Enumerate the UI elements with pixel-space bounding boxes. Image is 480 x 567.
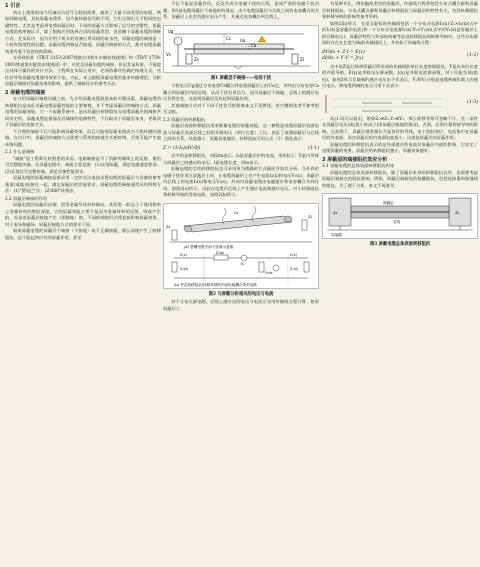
fig1-label: Zl — [300, 56, 304, 62]
paragraph: 从(1-3)可以看出，如果Z₁≪Z₂,Y₁≪Y₂，那么转移导纳可忽略不计。这一条件在屏蔽层电压(或)很小时成立(即屏蔽层接地的情况)。否则，必须计算转移导纳的影响。在高频下，屏蔽层通常被认为是良好的导体，由于趋肤效应，电流集中在屏蔽层的外表面，而在屏蔽层的内表面电流很小，这就是屏蔽层的屏蔽作用。 — [322, 116, 478, 141]
fig2-label: Z₁dx — [216, 250, 224, 255]
heading-section-3: 3 屏蔽层的端接阻抗效应分析 — [322, 156, 388, 163]
fig3-label: Zs — [333, 211, 338, 215]
equation-1-1 — [163, 146, 319, 153]
paragraph: 不合理的端接不仅可能影响屏蔽效果，而且可能使屏蔽电缆成为干扰传播的通路。在设计中，屏蔽层的端接方式需要与系统的接地方式相协调，否则可能产生地环路问题。 — [5, 129, 161, 148]
paragraph: 如果屏蔽电缆的屏蔽层不端接（不接地）或不正确接地，那么即使产生了转移阻抗，也不能起到应有的屏蔽作用，甚至 — [5, 229, 161, 241]
figure-2b-label: (b) 考虑转移阻抗/转移导纳的内部电磁耦合等效电路 — [174, 282, 257, 287]
series-impedance — [214, 255, 228, 260]
paragraph: 屏蔽电缆的芯线转移阻抗也可采用更为精确的方式描述并加以分析。当外界的电磁干扰作用在屏蔽层上时，在电缆屏蔽层上会产生电流I₁(x)和电压V₁(x)；屏蔽层内芯线上的电流I₂(x)和电压V₂(x)，外向内屏蔽电缆由电磁感应和电容耦合共同作用。如图2(a)所示，由此在电缆内芯线上产生感应电流和感应电压。对于转移阻抗和转移导纳的等效电路，如图2(b)所示。 — [163, 167, 319, 198]
equation-1-3 — [322, 93, 478, 115]
warning-icon — [258, 36, 266, 42]
paragraph: 不仅不能起屏蔽作用，反而会成为电磁干扰的天线，造成严重的电磁干扰问题。图1是电缆屏蔽层不接地时的情况，由于电缆屏蔽层与芯线之间有电容耦合的关系，屏蔽层上也会有感应电压产生，并通过电容耦合到芯线上。 — [163, 2, 319, 20]
paragraph: 其他端接方式对于不同干扰信号的影响本文不再赘述，有兴趣的读者可参考相关文献。 — [163, 103, 319, 115]
paragraph: 屏蔽电缆的屏蔽层由铜、铝等金属导体材料制成，其厚度一般远小于使用频率上金属材料的集肤深度。它的屏蔽效能主要不是因为金属材料的反射、吸收产生的，而是由屏蔽层接地产生（即接地）的。不同的端接形式将直接影响屏蔽效果，对于电场和磁场，屏蔽层接地方式的要求不同。 — [5, 203, 161, 228]
fig2-label: ZL — [308, 214, 313, 219]
column-3 — [322, 2, 478, 251]
shunt-admittance — [259, 262, 264, 272]
fig1-label: Ca — [251, 42, 257, 48]
paragraph: 对于分布式源电路，芯线上感应出的电压与电流可采用传输线方程计算。如果屏蔽层上 — [163, 300, 319, 312]
heading-3-1: 3.1 屏蔽电缆的总体表面转移阻抗构成 — [322, 164, 394, 169]
paragraph: 在介绍屏蔽层端接问题之前，先介绍屏蔽电缆最基本的关键因素。屏蔽电缆的转移阻抗是表征屏蔽电缆屏蔽性能的主要参数，并不考虑屏蔽层的端接方式，屏蔽电缆的屏蔽效能，它一个屏蔽系统中，是由屏蔽层转移阻抗及电缆屏蔽层的端接共同决定的。屏蔽电缆连接器及其端接的电路特性，不仅取决于屏蔽层本身，更取决于屏蔽层的连接方式。 — [5, 97, 161, 128]
load-resistor — [292, 54, 298, 64]
equation-number: (1-2) — [467, 52, 478, 58]
equation-1-3-render — [322, 93, 452, 115]
figure-2a-label: (a) 管螺电缆外部干扰源示意图 — [184, 244, 234, 249]
heading-section-2: 2 屏蔽电缆的端接 — [5, 89, 46, 96]
heading-intro: 1 引言 — [5, 3, 21, 9]
source-resistor — [186, 54, 192, 64]
fig2-label: I₁(x) — [180, 252, 188, 257]
paragraph: 屏蔽电缆的屏蔽端接是指采用一定的方法或技术将电缆的屏蔽层与设备的参考基准(或地)连接在一起，满足屏蔽层的功能要求。屏蔽电缆的端接通常采用两种方法：(1)"猪尾巴"法；(2)360°环接法。 — [5, 176, 161, 194]
cable-body — [184, 216, 292, 232]
source-icon — [174, 37, 182, 45]
paragraph: 式中的Z是芯线和屏蔽层所形成的传输线的单位长度串联阻抗，Y是其单位长度的并联导纳，E(x)是串联电压源函数，J(x)是并联电流源函数。对于匹配负载(阻抗)，如图3所示负载端的感应电压由下式表示，V₁和V₂分别是电缆两端负载上的感应电压。则电缆两端的电压可用下式表示： — [322, 64, 478, 89]
fig2-label: I₂(x) — [290, 252, 298, 257]
load-resistor — [302, 220, 307, 230]
heading-2-3: 2.3 屏蔽层的转移阻抗 — [163, 117, 206, 123]
source-resistor — [172, 262, 177, 272]
paragraph: 机车上使用的电气设备因为信号互联的需要，使用了大量不同类型的电缆，例如同轴电缆、双绞屏蔽电缆等。因为被传输信号的不同，它们呈现出大不相同的电磁特性。尤其是考虑到电缆屏蔽层时，不同的屏蔽方式影响了信号的完整性，屏蔽电缆的效用被认可，除了根据应用选择合适的屏蔽类型，也依赖于屏蔽电缆的端接方式。在实际中，因为应用于机车的设备应用环境的复杂性，屏蔽电缆的端接是一个较有挑战性的问题。屏蔽电缆两端是否接地，屏蔽层端接的方式，都对电缆屏蔽效果有着不容忽视的影响。 — [5, 10, 161, 55]
figure-2-caption: 图2 与屏蔽分析相关的电压与电流 — [208, 291, 274, 297]
fig1-label: Zs — [194, 56, 199, 62]
fig2-label: Y₁dx — [265, 270, 273, 275]
fig1-label: Ug — [168, 28, 174, 34]
figure-1-caption: 图1 屏蔽层不端接——电场干扰 — [210, 75, 272, 81]
heading-2-2: 2.2 屏蔽层端接的作用 — [5, 196, 48, 202]
source-resistor — [172, 230, 177, 240]
column-2 — [163, 2, 319, 313]
current-source-icon — [273, 265, 279, 271]
ground-icon — [234, 66, 242, 69]
equation: dV/dx + Z·I = E(x) — [322, 49, 365, 55]
fig2-label: V₂(x) — [290, 266, 299, 271]
fig2-label: Zs — [166, 224, 171, 229]
equation-number: (1-3) — [467, 100, 478, 106]
fig2-label: V₁(x) — [180, 266, 189, 271]
fig2-label: E₀ — [241, 261, 245, 266]
fig1-label: Vs — [166, 51, 171, 57]
fig3-label: 芯线 — [393, 220, 401, 224]
connector-right — [449, 198, 471, 226]
fig2-label: Cs — [234, 210, 239, 215]
heading-2-1: 2.1 什么是端接 — [5, 150, 35, 155]
figure-1 — [163, 25, 319, 73]
field-wave-icon — [222, 208, 226, 224]
paragraph: 屏蔽电缆的总体表面转移阻抗，除了屏蔽层本身的转移阻抗以外，也需要考虑屏蔽层端接点的阻抗影响。例如，屏蔽层端接处的接触阻抗，包括连接器和接地线的阻抗，为了便于分析，本文不再推导。 — [322, 170, 478, 189]
figure-2 — [163, 203, 319, 289]
figure-3 — [322, 193, 478, 239]
column-1 — [5, 2, 161, 242]
equation-number: (1-1) — [308, 145, 319, 151]
paragraph: 屏蔽电缆的转移阻抗表示的是外部感应的电流对屏蔽层内部的影响，它决定了电缆屏蔽的效果。屏蔽层的转移阻抗越小，屏蔽效果越好。 — [322, 142, 478, 154]
load-resistor — [304, 262, 309, 272]
fig3-label: 连接器 — [331, 233, 342, 237]
equation: dI/dx + Y·V = J(x) — [322, 56, 364, 61]
fig3-label: 屏蔽层 — [383, 201, 394, 205]
paragraph: 屏蔽层表面转移阻抗用来衡量电缆的屏蔽效能。这一参数是电缆屏蔽层表面电流与屏蔽层表面芯线之间的开路电压（单位长度）之比，表征了电缆屏蔽层与芯线之间的关系，其值越小，屏蔽效果越好。转移阻抗可用公式（1）简化表示： — [163, 124, 319, 142]
paragraph: 在资料标准《TB/T 3153-2007铁路应用机车车辆布线规则》和《TB/T 1759-2003铁道客车配线布线规则》中，亦述及屏蔽电缆的端接。但因其是标准，不能提出具体可操作的设计方法。工程师在实际应用中，必须依靠经验确定接地方式，这往往导致屏蔽电缆使用效果不佳。为此，本文根据屏蔽电缆的基本传输理论，分析屏蔽层端接对屏蔽效果的影响，提供了端接设计的参考方法。 — [5, 56, 161, 87]
paragraph: "端接"是工程师比较熟悉的术语。电路端接是为了消除传输线上的反射，使信号完整地传输。在屏蔽电缆中，端接主要是指：(1)实现屏蔽，满足电磁兼容要求；(2)实现信号完整传输，满足设备性能要求。 — [5, 156, 161, 175]
voltage-source-icon — [241, 255, 247, 261]
paragraph: 干扰电压Ug通过分布电容Cs耦合到电缆屏蔽层上的Ua点，并经由分布电容Ca耦合到屏蔽层内的芯线，从而干扰有用信号。因为屏蔽层不接地，芯线上的感应电压仍然存在，这说明屏蔽层没有起到屏蔽作用。 — [163, 84, 319, 102]
paragraph: 式中的是转移阻抗，用Ω/m表示；I₀是屏蔽层中的电流，用A表示；V是内导体与屏蔽层之间感应的电压；l是电缆长度，用m表示。 — [163, 154, 319, 166]
paragraph: 有某种开孔，例如编织类型的屏蔽层，传输线方程将包括分布式耦合源和屏蔽层转移阻抗。分布式耦合源和屏蔽层转移阻抗与屏蔽层的特性有关，包括转移阻抗和转移导纳的影响等参考资料。 — [322, 2, 478, 20]
figure-3-caption: 图3 屏蔽电缆总体表面转移阻抗 — [369, 242, 431, 247]
figure-3-diagram — [323, 194, 477, 238]
fig1-label: Cs — [226, 35, 231, 41]
fig1-label: Ua — [240, 37, 246, 43]
paragraph: 如图2(b)所示，长度无限短的传输线包括一个分布式电源I₁(x)·Z₁×I₂(x)(式中的I₁(x)是屏蔽层电流)和一个分布式电流源I₁(x)·Y₂×V₁(x)(式中的V₁(x)是屏蔽层上的开路电压)。屏蔽层特性与外部结构被考虑进转移阻抗和转移导纳中。这些分布源同时存在在长度为dx的传输线段上，并有如下传输线方程： — [322, 21, 478, 46]
equation: Z = (1/I₀)(dV/dl) — [163, 145, 201, 151]
figure-1-diagram — [164, 26, 318, 72]
figure-2-diagram — [164, 204, 318, 288]
fig3-label: ZL — [455, 211, 460, 215]
equation-1-2 — [322, 50, 478, 63]
